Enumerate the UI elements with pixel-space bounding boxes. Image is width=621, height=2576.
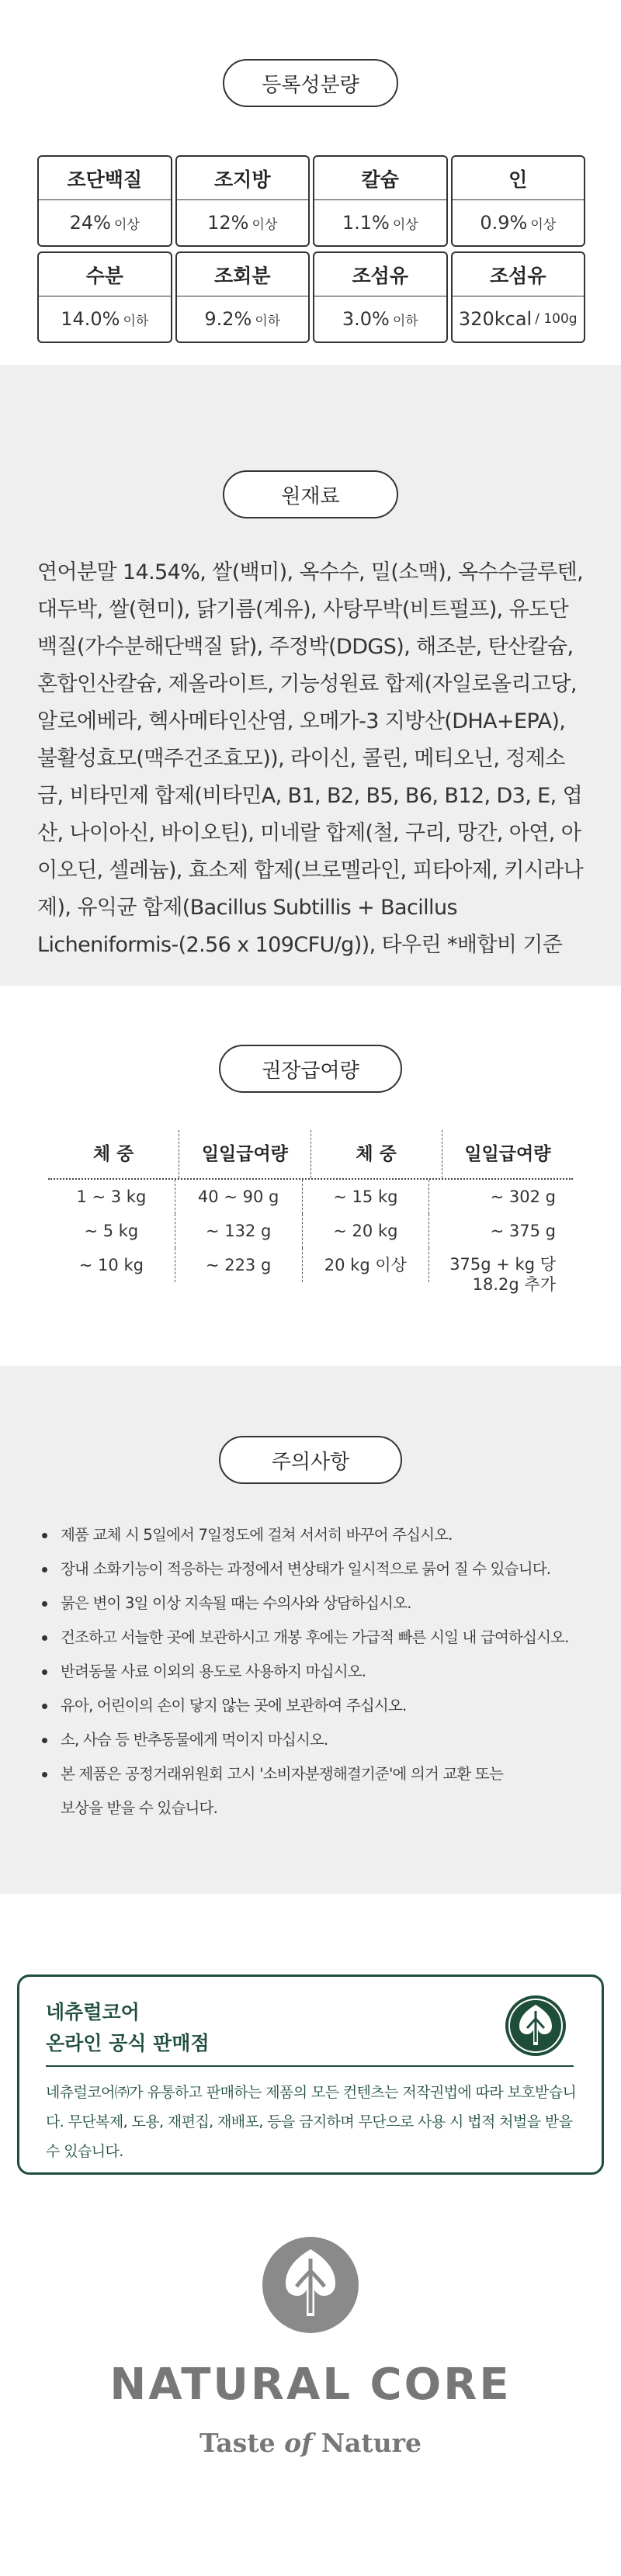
weight-cell: ~ 5 kg xyxy=(48,1214,175,1248)
list-item-continuation: 보상을 받을 수 있습니다. xyxy=(61,1799,217,1817)
table-row xyxy=(48,1248,573,1296)
natural-core-logo-icon xyxy=(261,2235,360,2335)
list-item: 건조하고 서늘한 곳에 보관하시고 개봉 후에는 가급적 빠른 시일 내 급여하십시오. xyxy=(37,1621,585,1655)
nutrient-value: 320kcal xyxy=(458,308,533,330)
amount-cell: ~ 302 g xyxy=(490,1187,556,1206)
header-weight: 체 중 xyxy=(311,1130,442,1178)
nutrient-unit: 이하 xyxy=(255,313,281,329)
caution-section xyxy=(0,1366,621,1894)
nutrient-cell xyxy=(37,251,172,343)
weight-cell: ~ 20 kg xyxy=(303,1214,430,1248)
table-row xyxy=(48,1214,573,1248)
brand-tagline xyxy=(0,2428,621,2458)
nutrient-value: 12% xyxy=(207,212,249,234)
nutrient-cell xyxy=(451,155,586,247)
nutrient-name: 조지방 xyxy=(177,157,309,200)
header-daily-amount: 일일급여량 xyxy=(179,1130,310,1178)
list-item: 묽은 변이 3일 이상 지속될 때는 수의사와 상담하십시오. xyxy=(37,1586,585,1621)
official-seller-section xyxy=(0,1894,621,2181)
nutrient-unit: 이상 xyxy=(252,217,278,233)
feeding-table xyxy=(48,1130,573,1296)
weight-cell: 1 ~ 3 kg xyxy=(48,1180,175,1214)
nutrient-section xyxy=(0,0,621,365)
feeding-title: 권장급여량 xyxy=(219,1045,402,1093)
nutrient-cell xyxy=(313,155,448,247)
list-item: 반려동물 사료 이외의 용도로 사용하지 마십시오. xyxy=(37,1655,585,1689)
list-item: 유아, 어린이의 손이 닿지 않는 곳에 보관하여 주십시오. xyxy=(37,1689,585,1723)
nutrient-name: 조섬유 xyxy=(453,253,585,296)
header-daily-amount: 일일급여량 xyxy=(464,1144,551,1164)
table-row xyxy=(48,1180,573,1214)
nutrient-name: 조섬유 xyxy=(314,253,446,296)
nutrient-value: 14.0% xyxy=(61,308,120,330)
natural-core-leaf-icon xyxy=(504,1994,567,2058)
nutrient-value: 9.2% xyxy=(204,308,252,330)
nutrient-unit: 이상 xyxy=(392,217,418,233)
amount-cell: 40 ~ 90 g xyxy=(175,1180,303,1214)
seller-notice: 네츄럴코어㈜가 유통하고 판매하는 제품의 모든 컨텐츠는 저작권법에 따라 보호받습니다. 무단복제, 도용, 재편집, 재배포, 등을 금지하며 무단으로 사용 시 법적 처벌을 받을 수 있습니다. xyxy=(46,2084,577,2160)
nutrient-value: 0.9% xyxy=(480,212,528,234)
nutrient-value: 1.1% xyxy=(342,212,390,234)
weight-cell: ~ 15 kg xyxy=(303,1180,430,1214)
nutrient-value: 24% xyxy=(69,212,111,234)
nutrient-unit: / 100g xyxy=(535,311,578,327)
weight-cell: 20 kg 이상 xyxy=(303,1248,430,1282)
amount-cell: ~ 375 g xyxy=(490,1222,556,1240)
list-item-text: 본 제품은 공정거래위원회 고시 '소비자분쟁해결기준'에 의거 교환 또는 xyxy=(61,1765,503,1783)
nutrient-name: 인 xyxy=(453,157,585,200)
nutrient-name: 조회분 xyxy=(177,253,309,296)
ingredients-text: 연어분말 14.54%, 쌀(백미), 옥수수, 밀(소맥), 옥수수글루텐, 대두박, 쌀(현미), 닭기름(계유), 사탕무박(비트펄프), 유도단백질(가수분해단백질 닭), 주정박(DDGS), 해조분, 탄산칼슘, 혼합인산칼슘, 제올라이트, 기능성원료 합제(자일로올리고당, 알로에베라, 헥사메타인산염, 오메가-3 지방산(DHA+EPA), 불활성효모(맥주건조효모)), 라이신, 콜린, 메티오닌, 정제소금, 비타민제 합제(비타민A, B1, B2, B5, B6, B12, D3, E, 엽산, 나이아신, 바이오틴), 미네랄 합제(철, 구리, 망간, 아연, 아이오딘, 셀레늄), 효소제 합제(브로멜라인, 피타아제, 키시라나제), 유익균 합제(Bacillus Subtillis + Bacillus Licheniformis-(2.56 x 109CFU/g)), 타우린 *배합비 기준 xyxy=(37,560,584,957)
feeding-header-row xyxy=(48,1130,573,1180)
seller-divider xyxy=(46,2065,574,2067)
list-item xyxy=(37,1757,585,1825)
nutrient-unit: 이하 xyxy=(392,313,418,329)
header-weight: 체 중 xyxy=(48,1130,179,1178)
nutrient-value: 3.0% xyxy=(342,308,390,330)
seller-title-line2: 온라인 공식 판매점 xyxy=(46,2032,210,2054)
nutrient-unit: 이상 xyxy=(113,217,140,233)
nutrient-cell xyxy=(175,155,310,247)
amount-cell: ~ 223 g xyxy=(175,1248,303,1282)
tagline-taste: Taste xyxy=(199,2428,276,2458)
tagline-nature: Nature xyxy=(321,2428,422,2458)
nutrient-name: 칼슘 xyxy=(314,157,446,200)
brand-footer xyxy=(0,2181,621,2576)
feeding-section xyxy=(0,986,621,1366)
tagline-of: of xyxy=(284,2428,313,2458)
nutrient-cell xyxy=(37,155,172,247)
caution-title: 주의사항 xyxy=(219,1436,402,1484)
nutrient-grid xyxy=(37,155,585,343)
nutrient-cell xyxy=(313,251,448,343)
ingredients-section xyxy=(0,365,621,986)
list-item: 제품 교체 시 5일에서 7일정도에 걸쳐 서서히 바꾸어 주십시오. xyxy=(37,1518,585,1552)
official-seller-box xyxy=(17,1974,604,2175)
seller-title xyxy=(46,1997,210,2059)
nutrient-unit: 이하 xyxy=(123,313,149,329)
brand-name: NATURAL CORE xyxy=(109,2359,512,2410)
weight-cell: ~ 10 kg xyxy=(48,1248,175,1282)
amount-line: 375g + kg 당 xyxy=(449,1255,556,1274)
amount-extra-line: 18.2g 추가 xyxy=(472,1275,556,1294)
nutrient-unit: 이상 xyxy=(530,217,557,233)
nutrient-cell xyxy=(451,251,586,343)
caution-list xyxy=(37,1518,585,1825)
nutrient-name: 조단백질 xyxy=(39,157,171,200)
nutrient-title: 등록성분량 xyxy=(223,59,398,107)
amount-cell xyxy=(429,1248,573,1296)
seller-title-line1: 네츄럴코어 xyxy=(46,2001,140,2023)
ingredients-title: 원재료 xyxy=(223,470,398,518)
list-item: 장내 소화기능이 적응하는 과정에서 변상태가 일시적으로 묽어 질 수 있습니다. xyxy=(37,1552,585,1586)
list-item: 소, 사슴 등 반추동물에게 먹이지 마십시오. xyxy=(37,1723,585,1757)
nutrient-name: 수분 xyxy=(39,253,171,296)
amount-cell: ~ 132 g xyxy=(175,1214,303,1248)
nutrient-cell xyxy=(175,251,310,343)
